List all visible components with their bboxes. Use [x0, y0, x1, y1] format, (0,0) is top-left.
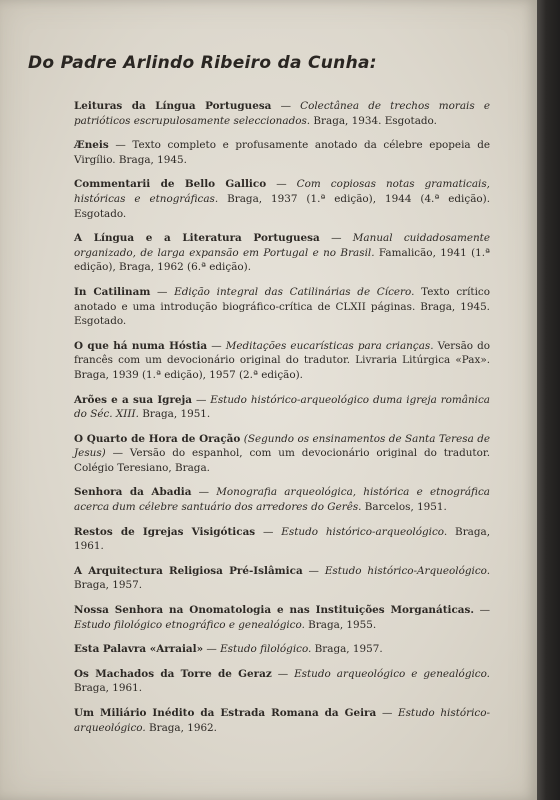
- entry-separator: —: [203, 643, 221, 656]
- entry-description-italic: (Segundo os ensinamentos de Santa Teresa de Jesus): [74, 432, 491, 460]
- author-heading: Do Padre Arlindo Ribeiro da Cunha:: [28, 53, 377, 73]
- entry-description-italic: Manual cuidadosamente organizado, de larga expansão em Portugal e no Brasil.: [74, 232, 490, 259]
- entry-separator: —: [271, 100, 301, 112]
- entry-publication: Braga, 1961.: [74, 525, 491, 553]
- entry-publication: Braga, 1962.: [145, 721, 217, 734]
- entry-title: Os Machados da Torre de Geraz: [74, 667, 272, 680]
- entry-description-italic: Com copiosas notas gramaticais, históricas e etnográficas.: [74, 178, 490, 205]
- bibliography-entry: [74, 525, 490, 554]
- entry-publication: Braga, 1951.: [138, 408, 211, 421]
- entry-title: O que há numa Hóstia: [74, 339, 208, 352]
- bibliography-entry: [74, 485, 490, 514]
- entry-title: Nossa Senhora na Onomatologia e nas Instituições Morganáticas.: [74, 604, 474, 617]
- entry-separator: —: [266, 178, 297, 191]
- bibliography-entry: [74, 667, 490, 696]
- entry-separator: —: [271, 667, 295, 680]
- entry-separator: —: [302, 564, 325, 577]
- entry-separator: —: [191, 486, 217, 499]
- entry-description-italic: Estudo histórico-arqueológico duma igreja românica do Séc. XIII.: [74, 393, 490, 421]
- entry-separator: —: [108, 139, 133, 152]
- book-spine-edge: [537, 0, 560, 800]
- entry-separator: —: [474, 604, 490, 617]
- bibliography-entry: [74, 642, 490, 657]
- entry-publication: — Versão do espanhol, com um devocionário original do tradutor. Colégio Teresiano, Braga.: [74, 447, 490, 474]
- entry-description-italic: Estudo histórico-arqueológico.: [74, 707, 491, 734]
- bibliography-list: [74, 99, 490, 735]
- entry-separator: —: [207, 339, 226, 352]
- entry-title: Esta Palavra «Arraial»: [74, 643, 204, 656]
- entry-description-italic: Estudo filológico.: [220, 643, 312, 656]
- entry-description-italic: Estudo histórico-Arqueológico.: [324, 564, 491, 577]
- entry-description-italic: Estudo filológico etnográfico e genealógico.: [74, 618, 305, 631]
- entry-publication: Barcelos, 1951.: [361, 501, 447, 514]
- entry-publication: Braga, 1937 (1.ª edição), 1944 (4.ª edição). Esgotado.: [74, 192, 491, 220]
- entry-description-italic: Estudo arqueológico e genealógico.: [294, 667, 490, 680]
- entry-description-italic: Colectânea de trechos morais e patrióticos escrupulosamente seleccionados.: [74, 100, 490, 127]
- entry-title: Leituras da Língua Portuguesa: [74, 100, 272, 112]
- entry-publication: Texto crítico anotado e uma introdução biográfico-crítica de CLXII páginas. Braga, 1945. Esgotado.: [74, 285, 490, 328]
- entry-description-italic: Meditações eucarísticas para crianças.: [225, 339, 434, 352]
- bibliography-entry: [74, 393, 490, 422]
- entry-title: In Catilinam: [74, 285, 151, 298]
- entry-separator: —: [376, 707, 398, 719]
- entry-publication: Famalicão, 1941 (1.ª edição), Braga, 1962 (6.ª edição).: [74, 246, 490, 274]
- bibliography-entry: [74, 99, 490, 128]
- entry-separator: —: [255, 525, 282, 538]
- entry-description-italic: Estudo histórico-arqueológico.: [281, 525, 448, 538]
- entry-separator: —: [192, 393, 211, 406]
- entry-title: Æneis: [74, 139, 109, 152]
- entry-separator: —: [319, 232, 353, 245]
- bibliography-entry: [74, 706, 490, 735]
- bibliography-entry: [74, 603, 490, 632]
- entry-publication: Texto completo e profusamente anotado da célebre epopeia de Virgílio. Braga, 1945.: [74, 139, 490, 166]
- bibliography-entry: [74, 138, 490, 167]
- entry-publication: Braga, 1957.: [74, 579, 142, 592]
- bibliography-entry: [74, 285, 490, 329]
- bibliography-entry: [74, 432, 490, 476]
- entry-publication: Versão do francês com um devocionário original do tradutor. Livraria Litúrgica «Pax». Braga, 1939 (1.ª edição), 1957 (2.ª edição).: [74, 339, 491, 381]
- entry-title: Arões e a sua Igreja: [74, 393, 193, 406]
- entry-publication: Braga, 1934. Esgotado.: [310, 114, 437, 127]
- entry-publication: Braga, 1961.: [74, 682, 142, 695]
- entry-title: Um Miliário Inédito da Estrada Romana da Geira: [74, 707, 377, 719]
- bibliography-entry: [74, 564, 490, 593]
- entry-description-italic: Monografia arqueológica, histórica e etnográfica acerca dum célebre santuário dos arredores do Gerês.: [74, 486, 490, 514]
- entry-title: Senhora da Abadia: [74, 486, 192, 499]
- entry-title: A Arquitectura Religiosa Pré-Islâmica: [74, 564, 303, 577]
- entry-title: A Língua e a Literatura Portuguesa: [74, 232, 320, 245]
- entry-title: Commentarii de Bello Gallico: [74, 178, 267, 191]
- entry-title: O Quarto de Hora de Oração: [74, 432, 241, 445]
- entry-description-italic: Edição integral das Catilinárias de Cícero.: [174, 285, 415, 298]
- bibliography-entry: [74, 231, 490, 275]
- entry-separator: —: [150, 285, 175, 298]
- bibliography-entry: [74, 339, 490, 383]
- bibliography-entry: [74, 177, 490, 221]
- entry-publication: Braga, 1957.: [311, 643, 383, 656]
- entry-title: Restos de Igrejas Visigóticas: [74, 525, 256, 538]
- entry-publication: Braga, 1955.: [304, 618, 377, 631]
